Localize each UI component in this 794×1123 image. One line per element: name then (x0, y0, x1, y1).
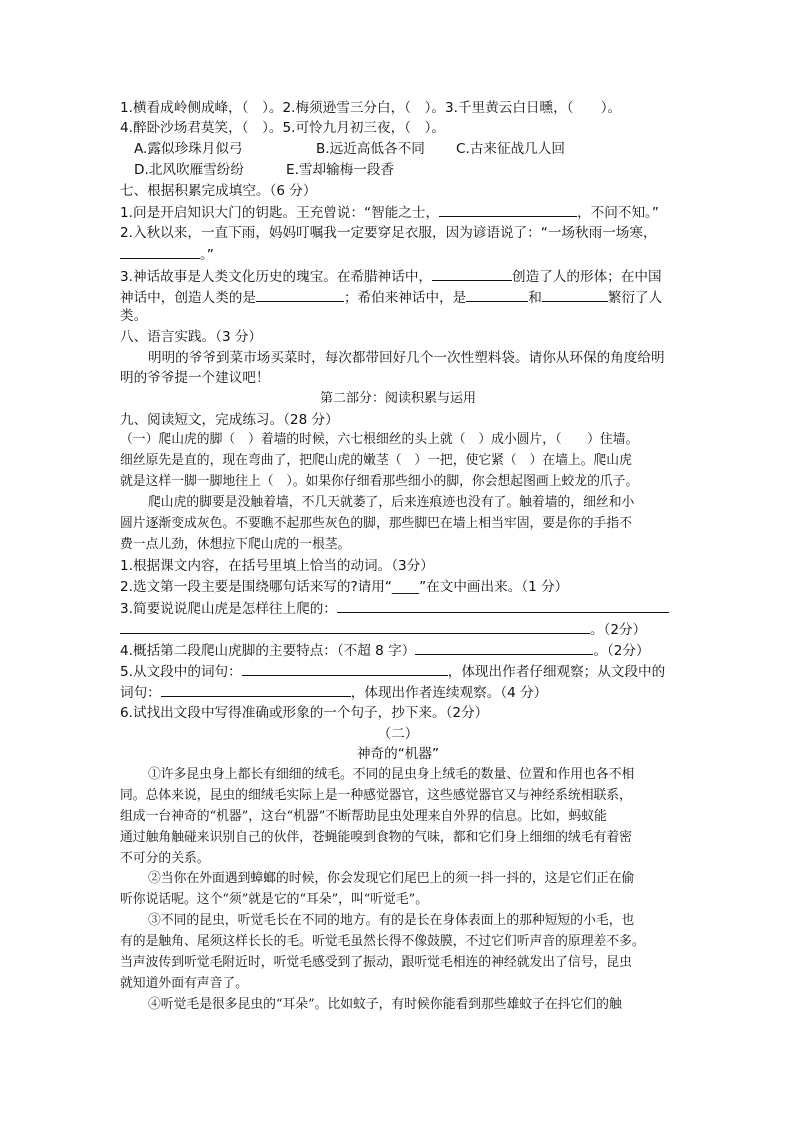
answer-blank[interactable] (337, 598, 669, 613)
answer-blank[interactable] (256, 287, 344, 302)
section-9-heading: 九、阅读短文，完成练习。（28 分） (120, 412, 339, 428)
answer-blank[interactable] (466, 287, 528, 302)
s9-q4 (120, 640, 676, 661)
s7-q1-text: 1.问是开启知识大门的钥匙。王充曾说：“智能之士， (120, 205, 440, 221)
s7-q3 (120, 266, 676, 287)
passage-2-p4-line-1: ④听觉毛是很多昆虫的“耳朵”。比如蚊子，有时候你能看到那些雄蚊子在抖它们的触 (148, 997, 622, 1012)
passage-2-p3-line-3: 当声波传到听觉毛附近时，听觉毛感受到了振动，跟听觉毛相连的神经就发出了信号，昆虫 (120, 955, 632, 970)
answer-blank[interactable] (120, 244, 200, 259)
option-e: E.雪却输梅一段香 (286, 162, 395, 178)
s9-q3 (120, 598, 676, 619)
s7-q3-line-2 (120, 287, 676, 308)
answer-blank[interactable] (242, 661, 448, 676)
s7-q3-text-6: 繁衍了人 (607, 290, 663, 306)
passage-1-p2-line-2: 圆片逐渐变成灰色。不要瞧不起那些灰色的脚，那些脚巴在墙上相当牢固，要是你的手指不 (120, 516, 632, 531)
s7-q3-text-2: 创造了人的形体；在中国 (512, 269, 662, 285)
passage-1-line-3: 就是这样一脚一脚地往上（ ）。如果你仔细看那些细小的脚，你会想起图画上蛟龙的爪子。 (120, 474, 639, 489)
s8-body-2: 明的爷爷提一个建议吧！ (120, 370, 270, 386)
answer-blank[interactable] (432, 266, 512, 281)
passage-2-p1-line-4: 通过触角触碰来识别自己的伙伴，苍蝇能嗅到食物的气味，都和它们身上细细的绒毛有着密 (120, 830, 632, 845)
poetry-question-line-2: 4.醉卧沙场君莫笑，（ ）。5.可怜九月初三夜，（ ）。 (120, 120, 445, 136)
option-c: C.古来征战几人回 (456, 141, 565, 157)
s9-q3-tail: 。（2分） (590, 622, 647, 638)
s7-q1 (120, 202, 676, 223)
s7-q1-tail: ，不问不知。” (577, 205, 659, 221)
section-7-heading: 七、根据积累完成填空。（6 分） (120, 183, 317, 199)
option-a: A.露似珍珠月似弓 (134, 141, 243, 157)
s7-q3-text-3: 神话中，创造人类的是 (120, 290, 256, 306)
s7-q2-cont (120, 244, 676, 265)
passage-2-p1-line-2: 同。总体来说，昆虫的细绒毛实际上是一种感觉器官，这些感觉器官又与神经系统相联系， (120, 788, 632, 803)
s7-q3-text: 3.神话故事是人类文化历史的瑰宝。在希腊神话中， (120, 269, 433, 285)
s9-q5-text-4: ，体现出作者连续观察。（4 分） (350, 685, 548, 701)
passage-2-p3-line-4: 就知道外面有声音了。 (120, 976, 248, 991)
s9-q3-cont (120, 619, 676, 640)
passage-2-p2-line-2: 听你说话呢。这个“须”就是它的“耳朵”，叫“听觉毛”。 (120, 892, 428, 907)
passage-2-p1-line-5: 不可分的关系。 (120, 851, 210, 866)
option-b: B.远近高低各不同 (316, 141, 425, 157)
s7-q2: 2.入秋以来，一直下雨，妈妈叮嘱我一定要穿足衣服，因为谚语说了：“一场秋雨一场寒， (120, 225, 657, 241)
s9-q5-text-3: 词句： (120, 685, 161, 701)
answer-blank[interactable] (439, 202, 577, 217)
s9-q5 (120, 661, 676, 682)
answer-blank[interactable] (161, 682, 351, 697)
s9-q2: 2.选文第一段主要是围绕哪句话来写的?请用“____”在文中画出来。（1 分） (120, 579, 569, 595)
s9-q4-tail: 。（2分） (593, 643, 650, 659)
passage-2-p1-line-3: 组成一台神奇的“机器”，这台“机器”不断帮助昆虫处理来自外界的信息。比如，蚂蚁能 (120, 809, 607, 824)
passage-2-title: 神奇的“机器” (356, 746, 440, 762)
s9-q5-cont (120, 682, 676, 703)
part-2-title: 第二部分：阅读积累与运用 (319, 391, 476, 406)
passage-1-line-2: 细丝原先是直的，现在弯曲了，把爬山虎的嫩茎（ ）一把，使它紧（ ）在墙上。爬山虎 (120, 453, 632, 468)
s9-q5-text-2: ，体现出作者仔细观察；从文段中的 (447, 664, 666, 680)
passage-2-p3-line-2: 有的是触角、尾须这样长长的毛。听觉毛虽然长得不像鼓膜，不过它们听声音的原理差不多。 (120, 934, 645, 949)
answer-blank[interactable] (415, 640, 593, 655)
section-8-heading: 八、语言实践。（3 分） (120, 329, 263, 345)
passage-1-p2-line-3: 费一点儿劲，休想拉下爬山虎的一根茎。 (120, 537, 351, 552)
s9-q5-text: 5.从文段中的词句： (120, 664, 242, 680)
s9-q3-text: 3.简要说说爬山虎是怎样往上爬的： (120, 601, 337, 617)
s7-q2-tail: 。” (200, 247, 214, 263)
s7-q3-line-3: 类。 (120, 308, 148, 324)
poetry-question-line-1: 1.横看成岭侧成峰，（ ）。2.梅须逊雪三分白，（ ）。3.千里黄云白日曛，（ ）。 (120, 100, 622, 116)
passage-2-label: （二） (377, 726, 419, 742)
s7-q3-text-5: 和 (528, 290, 542, 306)
s7-q3-text-4: ；希伯来神话中，是 (343, 290, 467, 306)
passage-2-p2-line-1: ②当你在外面遇到蟑螂的时候，你会发现它们尾巴上的须一抖一抖的，这是它们正在偷 (148, 871, 635, 886)
s9-q4-text: 4.概括第二段爬山虎脚的主要特点：（不超 8 字） (120, 643, 416, 659)
passage-1-line-1: （一）爬山虎的脚（ ）着墙的时候，六七根细丝的头上就（ ）成小圆片，（ ）住墙。 (120, 432, 639, 447)
answer-blank[interactable] (120, 619, 590, 634)
s9-q1: 1.根据课文内容，在括号里填上恰当的动词。（3分） (120, 558, 434, 574)
s9-q6: 6.试找出文段中写得准确或形象的一个句子，抄下来。（2分） (120, 705, 489, 721)
option-d: D.北风吹雁雪纷纷 (134, 162, 244, 178)
passage-2-p3-line-1: ③不同的昆虫，听觉毛长在不同的地方。有的是长在身体表面上的那种短短的小毛，也 (148, 913, 635, 928)
passage-2-p1-line-1: ①许多昆虫身上都长有细细的绒毛。不同的昆虫身上绒毛的数量、位置和作用也各不相 (148, 767, 635, 782)
passage-1-p2-line-1: 爬山虎的脚要是没触着墙，不几天就萎了，后来连痕迹也没有了。触着墙的，细丝和小 (148, 495, 635, 510)
answer-blank[interactable] (542, 287, 608, 302)
s8-body-1: 明明的爷爷到菜市场买菜时，每次都带回好几个一次性塑料袋。请你从环保的角度给明 (148, 350, 665, 366)
